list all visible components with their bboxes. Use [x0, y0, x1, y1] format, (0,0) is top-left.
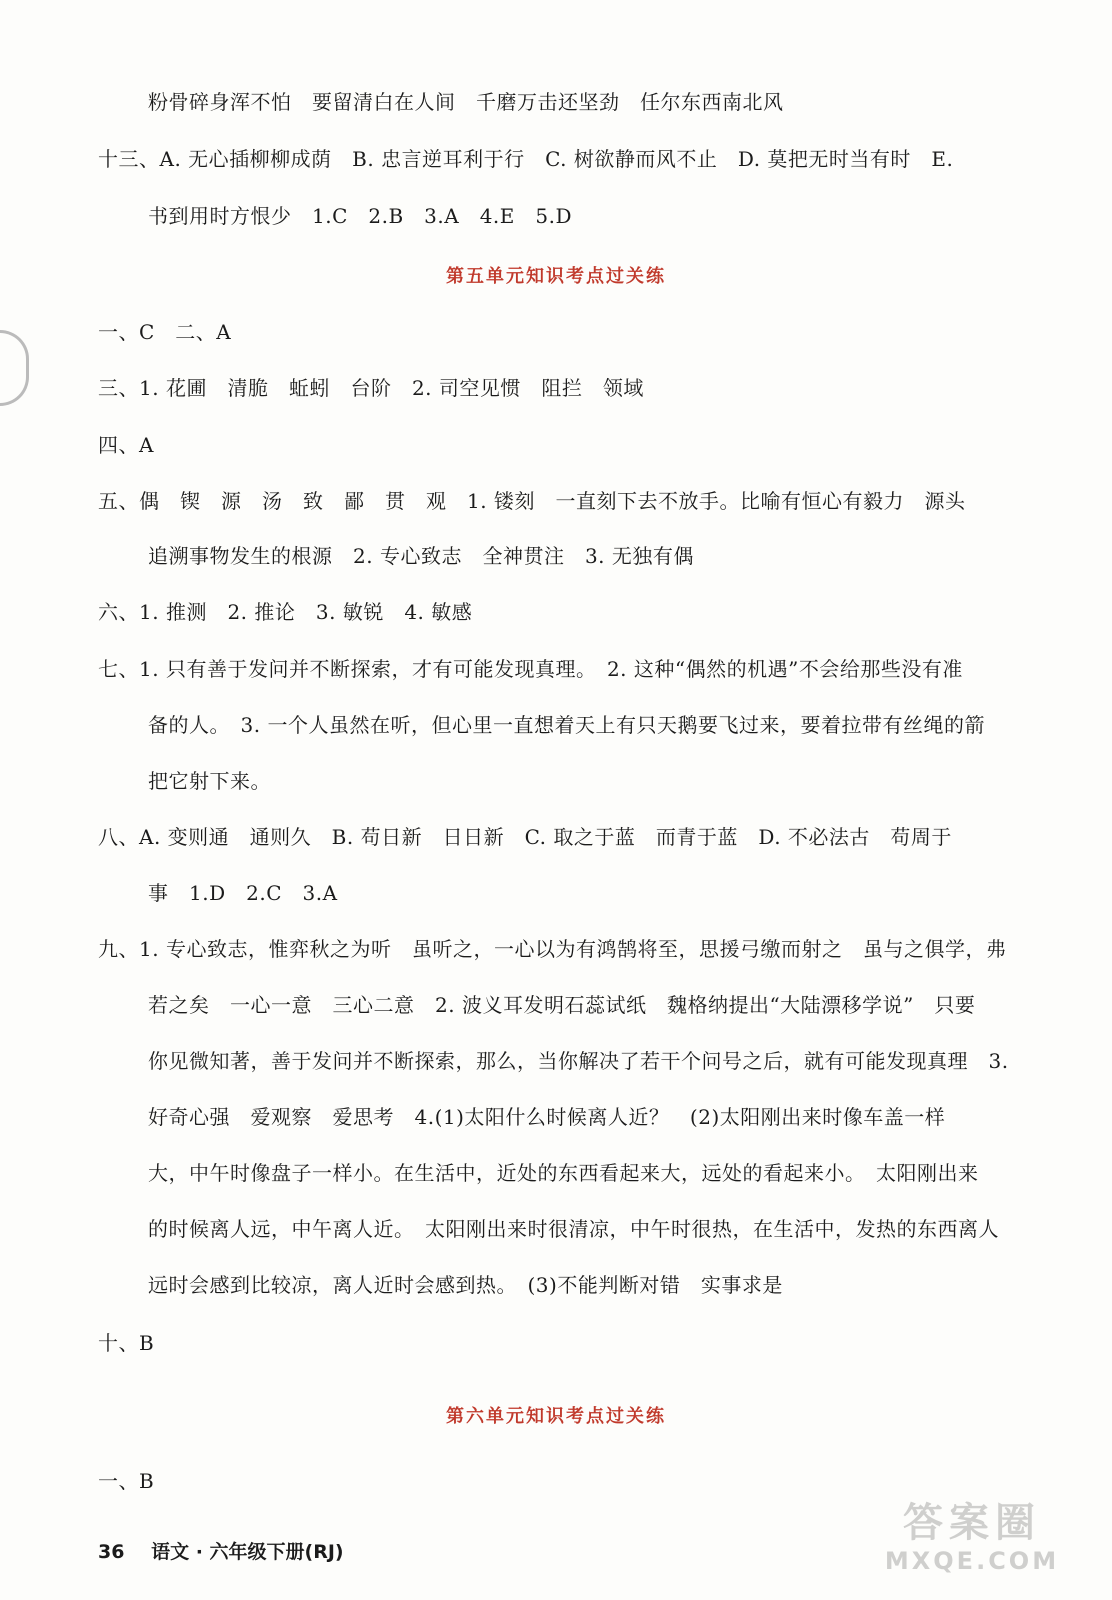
text-line: 八、A. 变则通 通则久 B. 苟日新 日日新 C. 取之于蓝 而青于蓝 D. 不必法古 苟周于 — [98, 825, 952, 849]
text-line: 五、偶 锲 源 汤 致 鄙 贯 观 1. 镂刻 一直刻下去不放手。比喻有恒心有毅力 源头 — [98, 489, 966, 513]
text-line: 六、1. 推测 2. 推论 3. 敏锐 4. 敏感 — [98, 600, 473, 624]
text-line: 十、B — [98, 1331, 155, 1355]
section-heading-unit6: 第六单元知识考点过关练 — [446, 1406, 666, 1427]
section-heading-unit5: 第五单元知识考点过关练 — [446, 266, 666, 287]
watermark-title: 答案圈 — [903, 1500, 1041, 1546]
text-line: 一、C 二、A — [98, 320, 232, 344]
text-line: 一、B — [98, 1469, 155, 1493]
text-line: 的时候离人远，中午离人近。 太阳刚出来时很清凉，中午时很热，在生活中，发热的东西离人 — [148, 1217, 999, 1241]
page-number: 36 — [98, 1541, 125, 1563]
text-line: 书到用时方恨少 1.C 2.B 3.A 4.E 5.D — [148, 204, 572, 228]
watermark-logo — [852, 1500, 1092, 1590]
text-line: 事 1.D 2.C 3.A — [148, 881, 338, 905]
text-line: 备的人。 3. 一个人虽然在听，但心里一直想着天上有只天鹅要飞过来，要着拉带有丝绳的箭 — [148, 713, 985, 737]
text-line: 好奇心强 爱观察 爱思考 4.(1)太阳什么时候离人近？ (2)太阳刚出来时像车盖一样 — [148, 1105, 946, 1129]
text-line: 把它射下来。 — [148, 769, 271, 793]
book-title: 语文 · 六年级下册(RJ) — [151, 1541, 344, 1563]
text-line: 七、1. 只有善于发问并不断探索，才有可能发现真理。 2. 这种“偶然的机遇”不会给那些没有准 — [98, 657, 963, 681]
page-footer — [98, 1537, 344, 1564]
text-line: 四、A — [98, 433, 154, 457]
text-line: 若之矣 一心一意 三心二意 2. 波义耳发明石蕊试纸 魏格纳提出“大陆漂移学说” 只要 — [148, 993, 976, 1017]
text-line: 大，中午时像盘子一样小。在生活中，近处的东西看起来大，远处的看起来小。 太阳刚出来 — [148, 1161, 979, 1185]
watermark-url: MXQE.COM — [884, 1547, 1060, 1575]
text-line: 九、1. 专心致志，惟弈秋之为听 虽听之，一心以为有鸿鹄将至，思援弓缴而射之 虽与之俱学，弗 — [98, 937, 1007, 961]
text-line: 粉骨碎身浑不怕 要留清白在人间 千磨万击还坚劲 任尔东西南北风 — [148, 90, 784, 114]
binding-edge-mark — [0, 330, 29, 406]
text-line: 远时会感到比较凉，离人近时会感到热。 (3)不能判断对错 实事求是 — [148, 1273, 783, 1297]
text-line: 你见微知著，善于发问并不断探索，那么，当你解决了若干个问号之后，就有可能发现真理 3. — [148, 1049, 1009, 1073]
text-line: 十三、A. 无心插柳柳成荫 B. 忠言逆耳利于行 C. 树欲静而风不止 D. 莫把无时当有时 E. — [98, 147, 954, 171]
text-line: 三、1. 花圃 清脆 蚯蚓 台阶 2. 司空见惯 阻拦 领域 — [98, 376, 644, 400]
text-line: 追溯事物发生的根源 2. 专心致志 全神贯注 3. 无独有偶 — [148, 544, 694, 568]
